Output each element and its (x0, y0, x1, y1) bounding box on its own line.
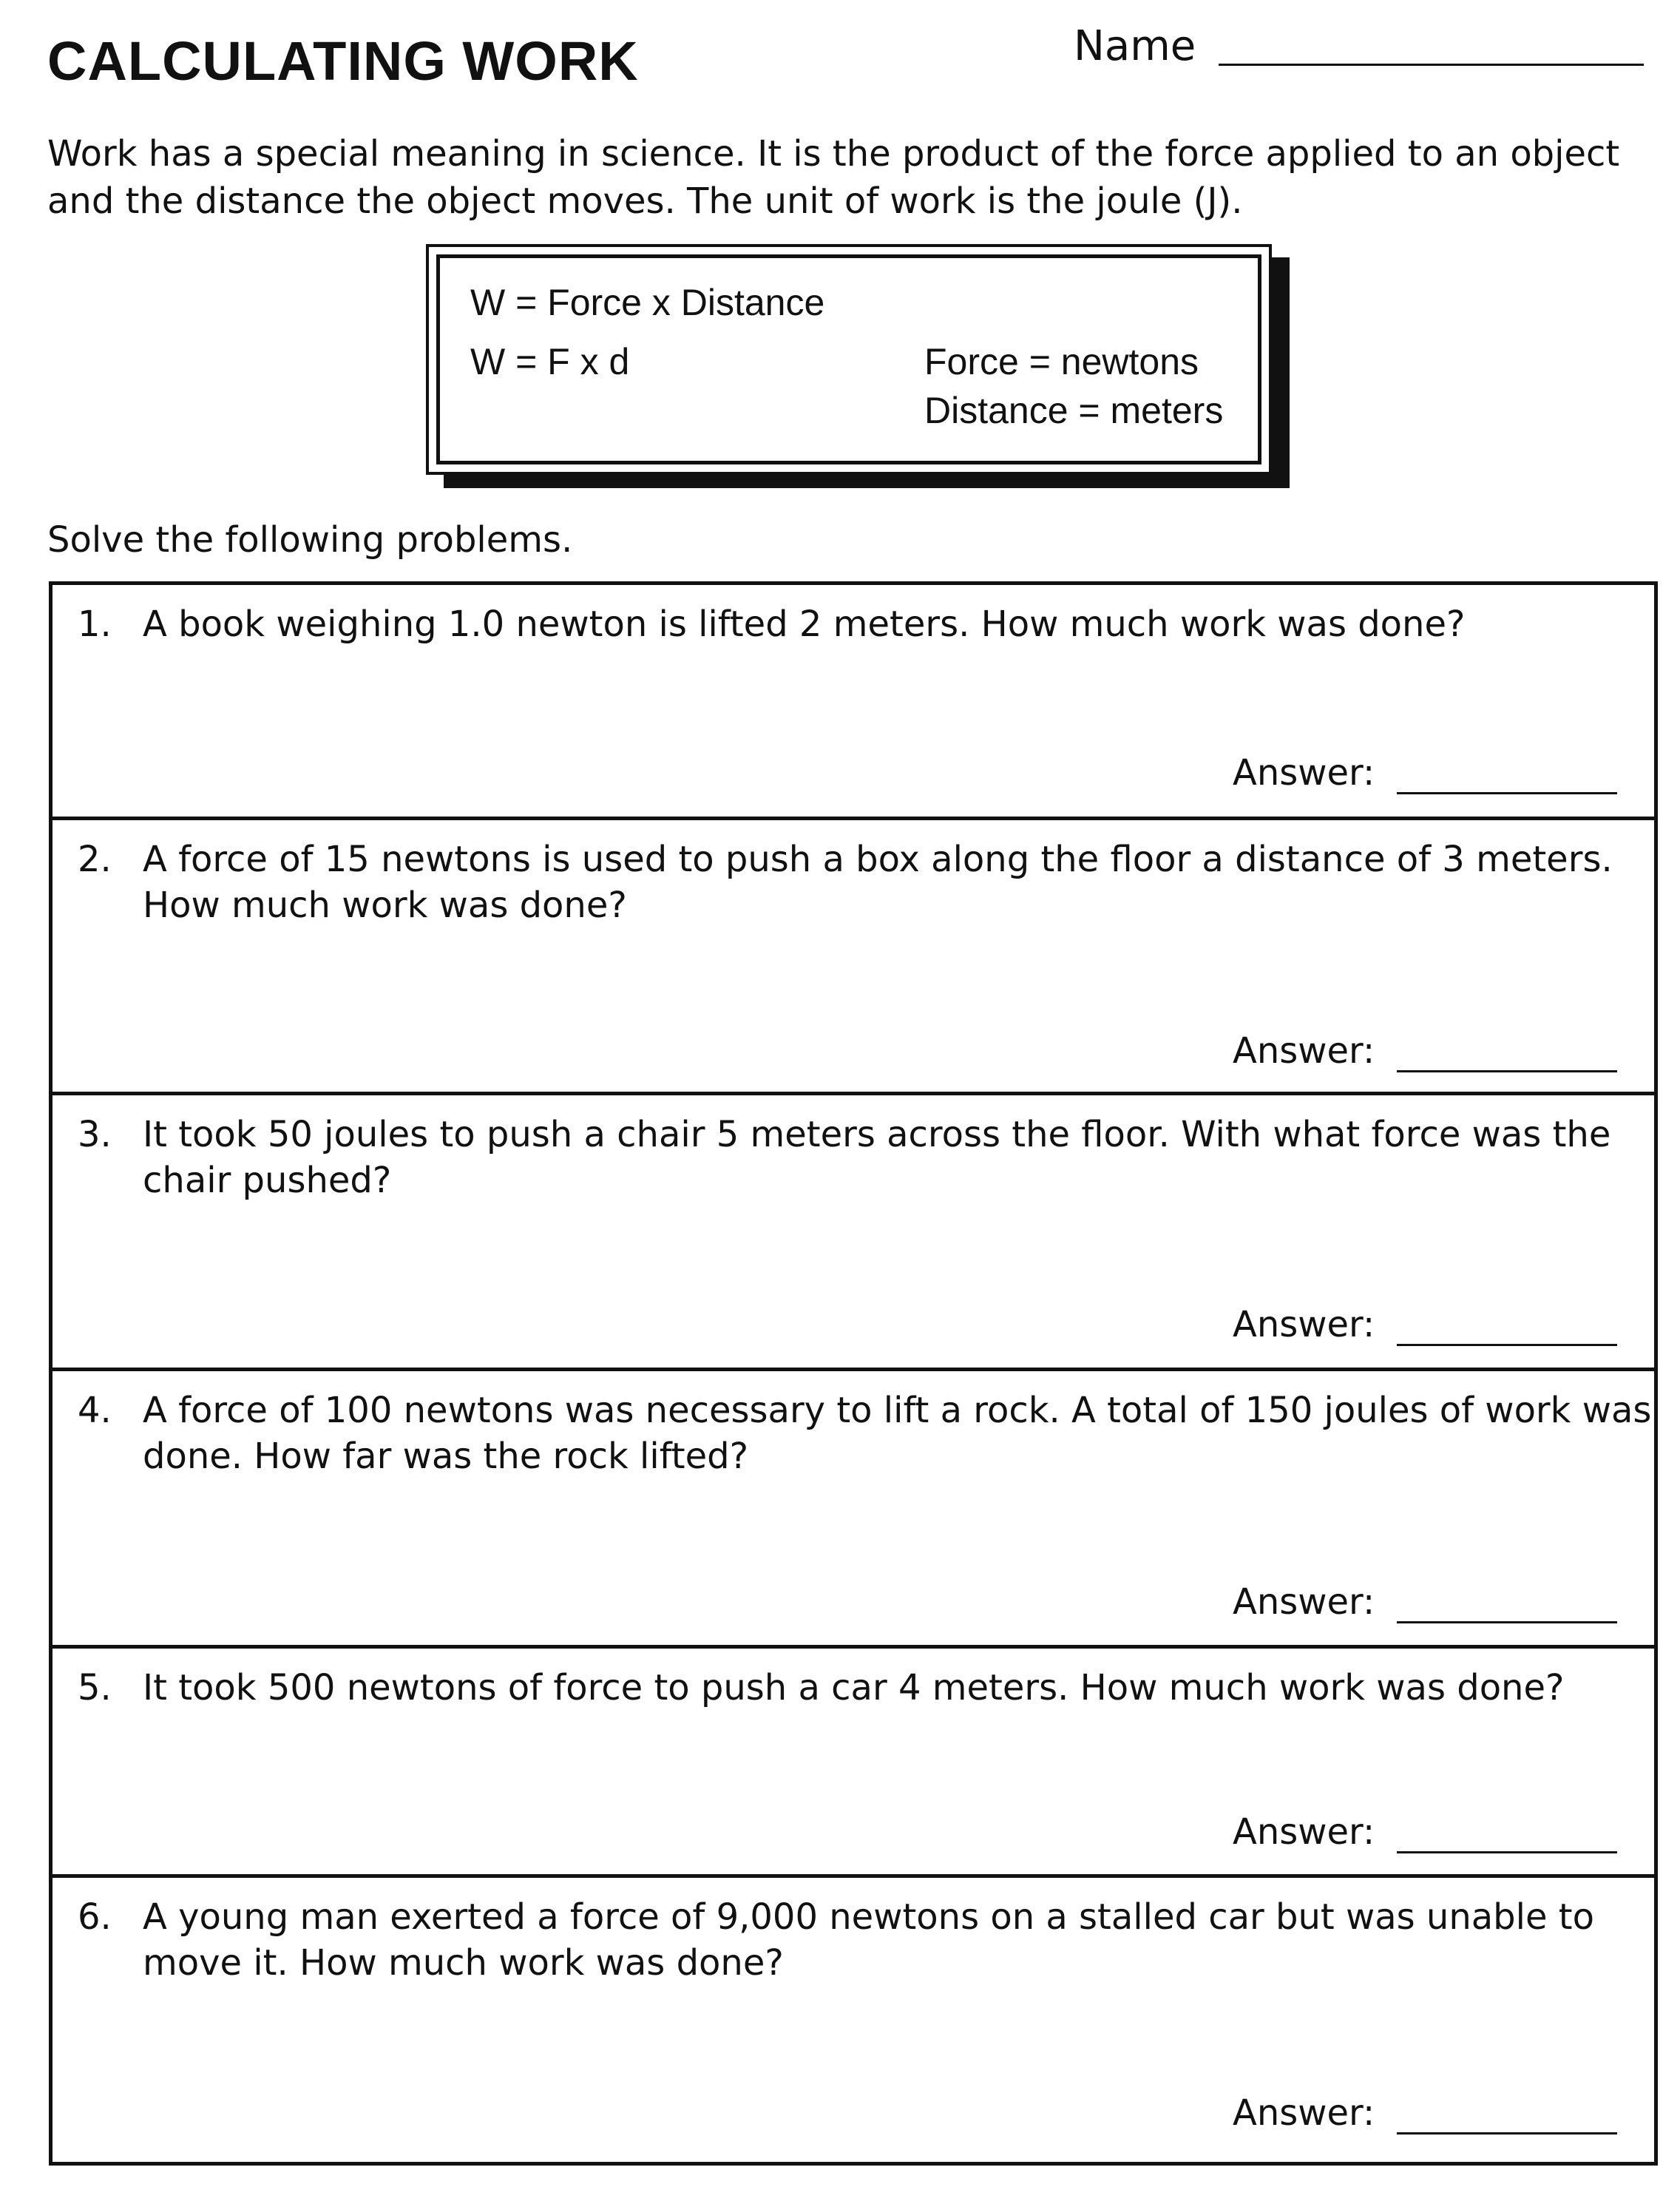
problem-text-line: move it. How much work was done? (143, 1942, 784, 1984)
problem-number: 5. (78, 1667, 112, 1708)
problem-number: 1. (78, 604, 112, 645)
answer-label: Answer: (1233, 1811, 1375, 1853)
answer-label: Answer: (1233, 1030, 1375, 1072)
problem-text (143, 1665, 1644, 1711)
formula-distance-unit: Distance = meters (924, 390, 1224, 431)
instructions: Solve the following problems. (47, 519, 573, 561)
answer-blank[interactable] (1397, 1621, 1617, 1623)
problem-text-line: A force of 100 newtons was necessary to lift a rock. A total of 150 joules of work was (143, 1390, 1652, 1431)
problem-text-line: It took 500 newtons of force to push a car 4 meters. How much work was done? (143, 1667, 1565, 1708)
problem-text-line: chair pushed? (143, 1160, 392, 1201)
problem-number: 3. (78, 1114, 112, 1155)
answer-blank[interactable] (1397, 2132, 1617, 2134)
problem-number: 4. (78, 1390, 112, 1431)
problem-row (52, 1649, 1654, 1878)
problem-row (52, 1878, 1654, 2162)
problem-text-line: How much work was done? (143, 885, 627, 926)
problem-text (143, 1112, 1644, 1203)
problem-number: 6. (78, 1896, 112, 1938)
problem-row (52, 1371, 1654, 1649)
answer-blank[interactable] (1397, 1851, 1617, 1853)
intro-line: Work has a special meaning in science. It is the product of the force applied to an object (47, 133, 1620, 175)
name-field-line[interactable] (1219, 64, 1644, 66)
intro-paragraph (47, 130, 1659, 225)
formula-work-definition: W = Force x Distance (470, 282, 825, 323)
problem-text (143, 1894, 1644, 1986)
problem-text-line: A book weighing 1.0 newton is lifted 2 meters. How much work was done? (143, 604, 1466, 645)
intro-line: and the distance the object moves. The unit of work is the joule (J). (47, 180, 1243, 222)
problem-number: 2. (78, 839, 112, 880)
answer-blank[interactable] (1397, 1344, 1617, 1346)
problem-row (52, 1095, 1654, 1371)
problem-text-line: A young man exerted a force of 9,000 newtons on a stalled car but was unable to (143, 1896, 1594, 1938)
answer-label: Answer: (1233, 2092, 1375, 2134)
page-title: CALCULATING WORK (47, 30, 639, 92)
problem-text (143, 1387, 1652, 1479)
answer-label: Answer: (1233, 1304, 1375, 1345)
formula-force-unit: Force = newtons (924, 341, 1199, 382)
problem-text (143, 601, 1644, 647)
problem-text-line: A force of 15 newtons is used to push a box along the floor a distance of 3 meters. (143, 839, 1613, 880)
problem-text-line: It took 50 joules to push a chair 5 meters across the floor. With what force was the (143, 1114, 1611, 1155)
problem-row (52, 585, 1654, 820)
answer-label: Answer: (1233, 1581, 1375, 1623)
answer-label: Answer: (1233, 752, 1375, 794)
answer-blank[interactable] (1397, 792, 1617, 794)
problem-text (143, 836, 1644, 928)
formula-box (426, 244, 1272, 475)
problem-text-line: done. How far was the rock lifted? (143, 1436, 749, 1477)
problem-row (52, 820, 1654, 1095)
name-label: Name (1074, 22, 1196, 70)
problems-table (49, 581, 1658, 2166)
formula-work-symbols: W = F x d (470, 341, 630, 382)
answer-blank[interactable] (1397, 1070, 1617, 1072)
